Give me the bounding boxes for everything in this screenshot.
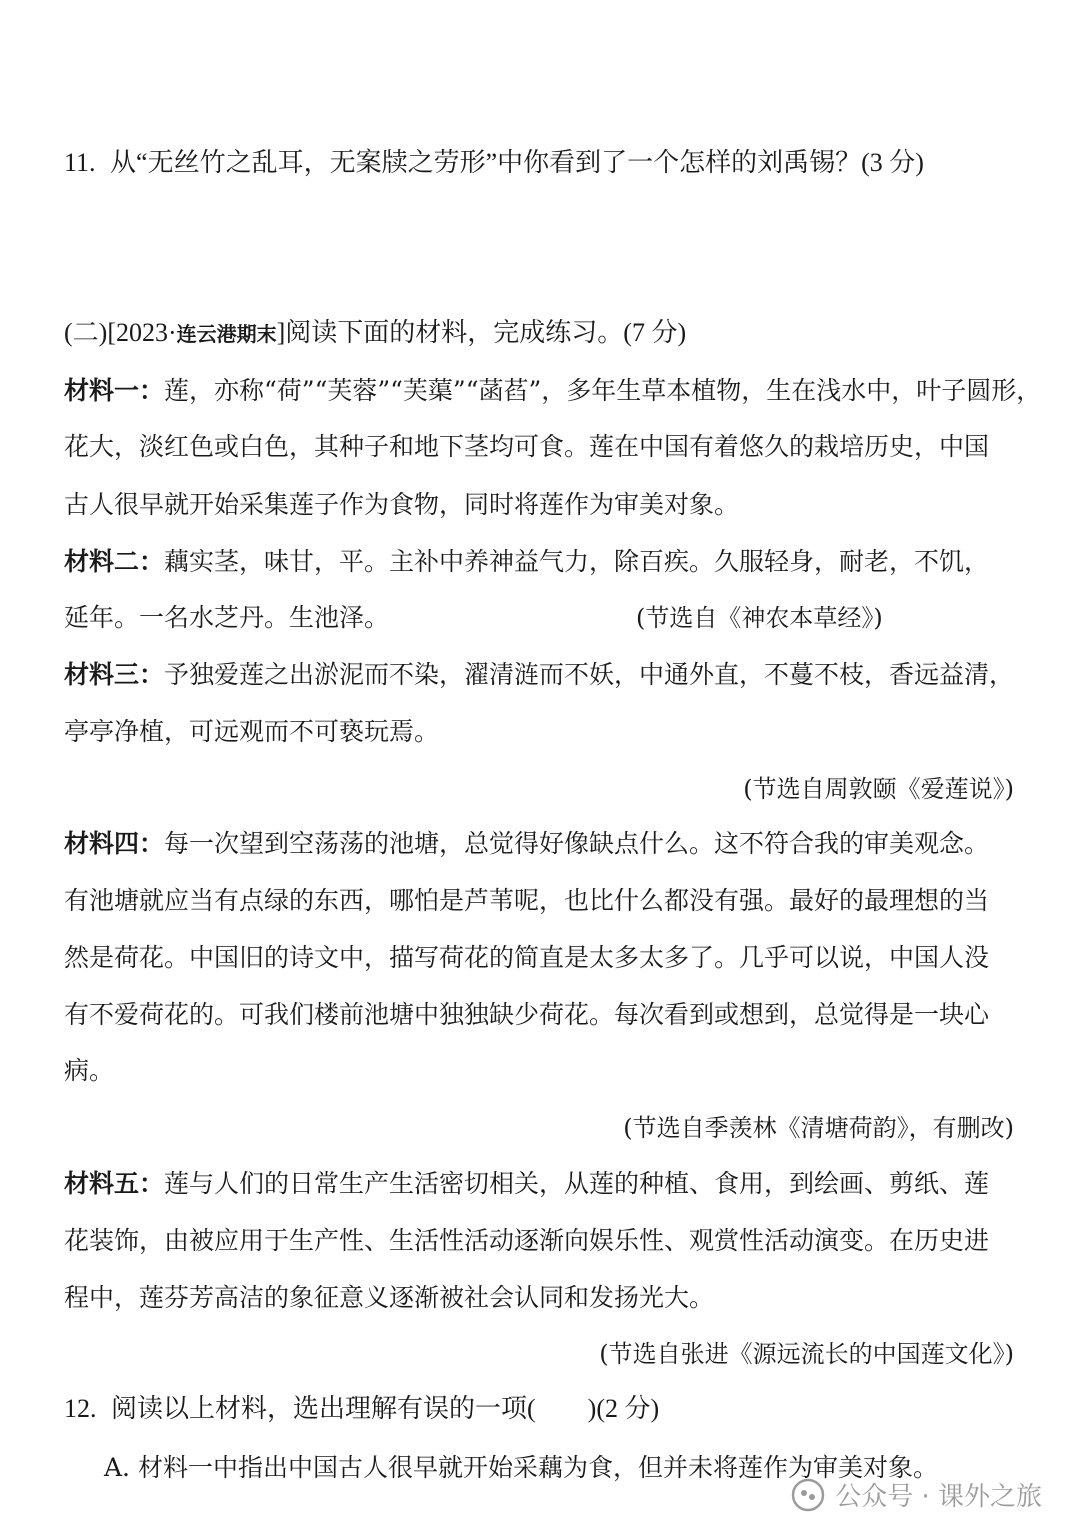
watermark-text: 公众号 · 课外之旅	[835, 1482, 1042, 1512]
material-label: 材料四：	[64, 829, 165, 858]
material-3-source: (节选自周敦颐《爱莲说》)	[743, 775, 1014, 803]
material-2-line-1	[64, 545, 989, 579]
question-11	[64, 146, 924, 180]
section-instruction: ]阅读下面的材料，完成练习。(7 分)	[276, 318, 687, 347]
material-text: 莲，亦称“荷”“芙蓉”“芙蕖”“菡萏”，多年生草本植物，生在浅水中，叶子圆形，	[164, 376, 1042, 405]
material-4-source: (节选自季羡林《清塘荷韵》，有删改)	[623, 1114, 1014, 1142]
material-4-line-4: 有不爱荷花的。可我们楼前池塘中独独缺少荷花。每次看到或想到，总觉得是一块心	[64, 1000, 990, 1029]
material-label: 材料二：	[64, 547, 165, 576]
question-12	[64, 1392, 659, 1426]
material-1-line-3: 古人很早就开始采集莲子作为食物，同时将莲作为审美对象。	[64, 490, 740, 519]
section-prefix: (二)[2023·	[64, 318, 177, 347]
section-heading	[64, 316, 686, 351]
material-1-line-1	[64, 374, 1041, 408]
material-2-source: (节选自《神农本草经》)	[636, 604, 883, 632]
material-5-line-3: 程中，莲芬芳高洁的象征意义逐渐被社会认同和发扬光大。	[64, 1283, 715, 1312]
material-1-line-2: 花大，淡红色或白色，其种子和地下茎均可食。莲在中国有着悠久的栽培历史，中国	[64, 432, 990, 461]
material-label: 材料三：	[64, 660, 165, 689]
material-4-line-5: 病。	[64, 1056, 115, 1085]
exam-source-tag: 连云港期末	[176, 322, 277, 346]
material-4-line-2: 有池塘就应当有点绿的东西，哪怕是芦苇呢，也比什么都没有强。最好的最理想的当	[64, 886, 990, 915]
material-4-line-1	[64, 827, 989, 861]
material-4-line-3: 然是荷花。中国旧的诗文中，描写荷花的简直是太多太多了。几乎可以说，中国人没	[64, 943, 990, 972]
material-label: 材料五：	[64, 1169, 165, 1198]
material-text: 藕实茎，味甘，平。主补中养神益气力，除百疾。久服轻身，耐老，不饥，	[164, 547, 990, 576]
material-5-source: (节选自张进《源远流长的中国莲文化》)	[599, 1340, 1014, 1368]
material-text: 予独爱莲之出淤泥而不染，濯清涟而不妖，中通外直，不蔓不枝，香远益清，	[164, 660, 1015, 689]
question-text: 从“无丝竹之乱耳，无案牍之劳形”中你看到了一个怎样的刘禹锡？(3 分)	[110, 148, 924, 177]
material-label: 材料一：	[64, 376, 165, 405]
material-5-line-1	[64, 1167, 989, 1201]
material-3-line-2: 亭亭净植，可远观而不可亵玩焉。	[64, 717, 440, 746]
wechat-official-account-icon	[791, 1478, 825, 1512]
material-5-line-2: 花装饰，由被应用于生产性、生活性活动逐渐向娱乐性、观赏性活动演变。在历史进	[64, 1226, 990, 1255]
material-2-line-2: 延年。一名水芝丹。生池泽。	[64, 603, 390, 632]
watermark	[791, 1476, 1042, 1513]
question-text: 阅读以上材料，选出理解有误的一项( )(2 分)	[111, 1394, 660, 1423]
question-number: 12.	[64, 1394, 97, 1423]
question-number: 11.	[64, 148, 96, 177]
option-a: A. 材料一中指出中国古人很早就开始采藕为食，但并未将莲作为审美对象。	[104, 1453, 938, 1482]
material-text: 每一次望到空荡荡的池塘，总觉得好像缺点什么。这不符合我的审美观念。	[164, 829, 990, 858]
material-text: 莲与人们的日常生产生活密切相关，从莲的种植、食用，到绘画、剪纸、莲	[164, 1169, 990, 1198]
material-3-line-1	[64, 658, 1014, 692]
